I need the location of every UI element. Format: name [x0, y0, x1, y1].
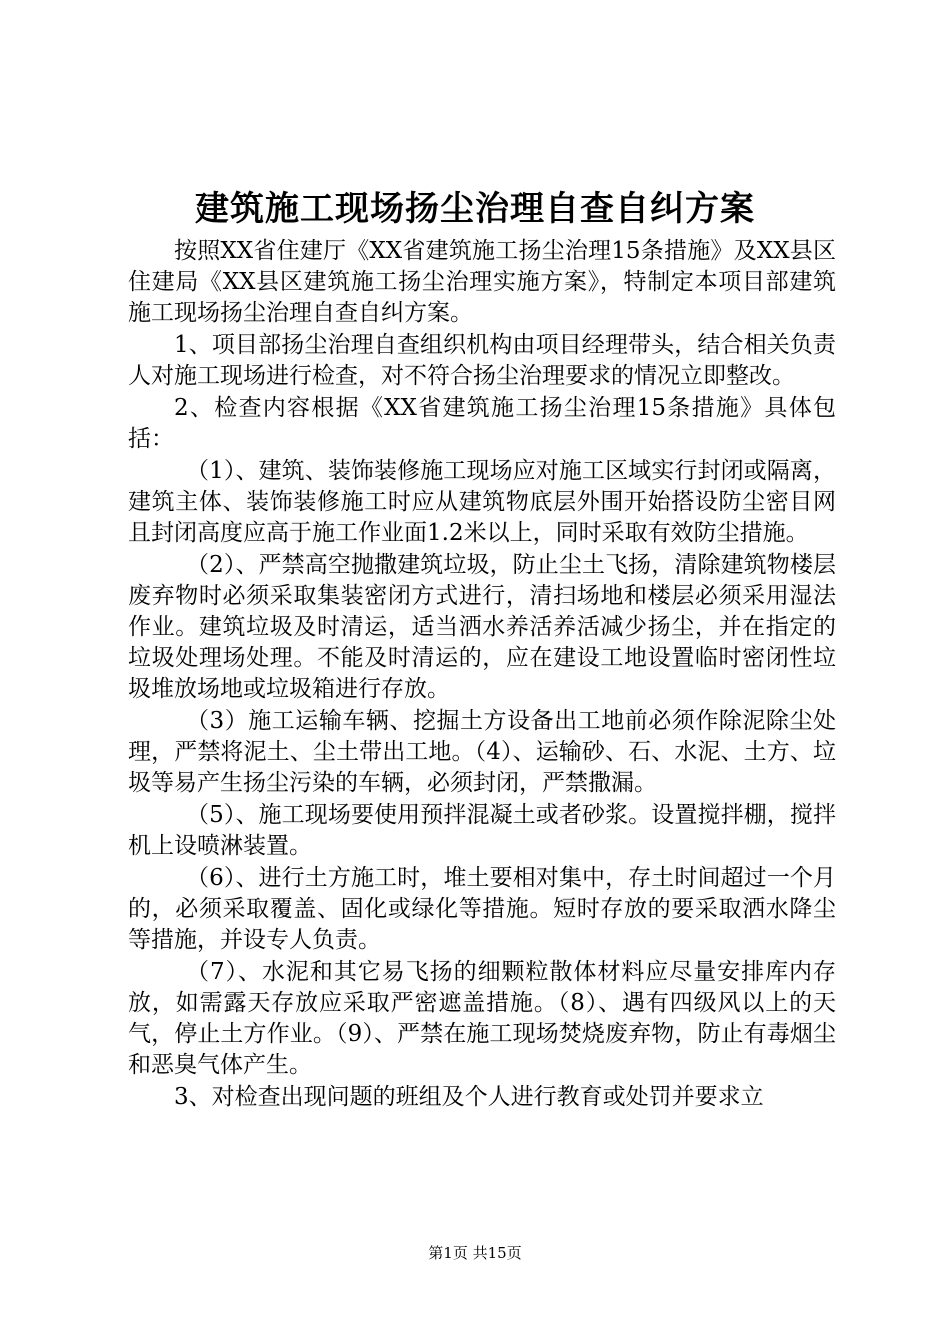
document-title: 建筑施工现场扬尘治理自查自纠方案 — [195, 189, 755, 229]
paragraph-item-1: 1、项目部扬尘治理自查组织机构由项目经理带头，结合相关负责人对施工现场进行检查，对不符合扬尘治理要求的情况立即整改。 — [128, 332, 836, 389]
paragraph-intro: 按照XX省住建厅《XX省建筑施工扬尘治理15条措施》及XX县区住建局《XX县区建筑施工扬尘治理实施方案》，特制定本项目部建筑施工现场扬尘治理自查自纠方案。 — [128, 238, 836, 326]
page-number-footer: 第1页 共15页 — [428, 1244, 522, 1262]
paragraph-measure-6: （6）、进行土方施工时，堆土要相对集中，存土时间超过一个月的，必须采取覆盖、固化或绿化等措施。短时存放的要采取洒水降尘等措施，并设专人负责。 — [128, 865, 836, 953]
document-body — [128, 236, 836, 1114]
paragraph-item-3: 3、对检查出现问题的班组及个人进行教育或处罚并要求立 — [174, 1084, 764, 1110]
paragraph-item-2: 2、检查内容根据《XX省建筑施工扬尘治理15条措施》具体包括： — [128, 395, 836, 452]
paragraph-measure-5: （5）、施工现场要使用预拌混凝土或者砂浆。设置搅拌棚，搅拌机上设喷淋装置。 — [128, 802, 836, 859]
paragraph-measure-7-9: （7）、水泥和其它易飞扬的细颗粒散体材料应尽量安排库内存放，如需露天存放应采取严密遮盖措施。（8）、遇有四级风以上的天气，停止土方作业。（9）、严禁在施工现场焚烧废弃物，防止有毒烟尘和恶臭气体产生。 — [128, 959, 836, 1078]
paragraph-measure-2: （2）、严禁高空抛撒建筑垃圾，防止尘土飞扬，清除建筑物楼层废弃物时必须采取集装密闭方式进行，清扫场地和楼层必须采用湿法作业。建筑垃圾及时清运，适当洒水养活养活减少扬尘，并在指定的垃圾处理场处理。不能及时清运的，应在建设工地设置临时密闭性垃圾堆放场地或垃圾箱进行存放。 — [128, 552, 836, 702]
paragraph-measure-3-4: （3）施工运输车辆、挖掘土方设备出工地前必须作除泥除尘处理，严禁将泥土、尘土带出工地。（4）、运输砂、石、水泥、土方、垃圾等易产生扬尘污染的车辆，必须封闭，严禁撒漏。 — [128, 708, 836, 796]
paragraph-measure-1: （1）、建筑、装饰装修施工现场应对施工区域实行封闭或隔离，建筑主体、装饰装修施工时应从建筑物底层外围开始搭设防尘密目网且封闭高度应高于施工作业面1.2米以上，同时采取有效防尘措施。 — [128, 458, 836, 546]
